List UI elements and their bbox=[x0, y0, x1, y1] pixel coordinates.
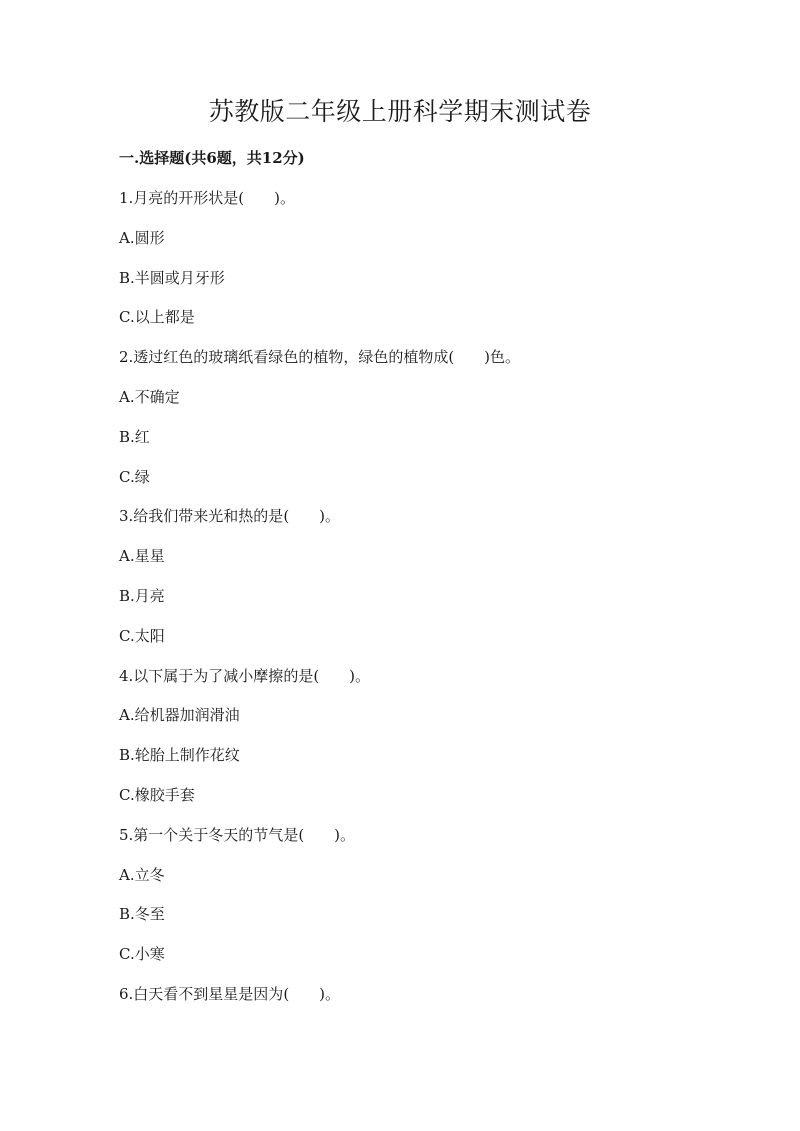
question-4-option-c: C.橡胶手套 bbox=[119, 785, 195, 804]
question-5-option-a: A.立冬 bbox=[119, 865, 165, 884]
question-3-option-c: C.太阳 bbox=[119, 626, 165, 645]
question-2-option-a: A.不确定 bbox=[119, 387, 180, 406]
question-3-stem: 3.给我们带来光和热的是( )。 bbox=[119, 507, 341, 526]
question-1-option-c: C.以上都是 bbox=[119, 308, 195, 327]
question-1-option-a: A.圆形 bbox=[119, 228, 165, 247]
question-5-stem: 5.第一个关于冬天的节气是( )。 bbox=[119, 825, 356, 844]
question-2-stem: 2.透过红色的玻璃纸看绿色的植物，绿色的植物成( )色。 bbox=[119, 348, 521, 367]
question-5-option-c: C.小寒 bbox=[119, 945, 165, 964]
question-2-option-b: B.红 bbox=[119, 427, 150, 446]
page-title: 苏教版二年级上册科学期末测试卷 bbox=[208, 97, 592, 126]
question-1-option-b: B.半圆或月牙形 bbox=[119, 268, 225, 287]
question-2-option-c: C.绿 bbox=[119, 467, 150, 486]
section-heading: 一.选择题(共6题，共12分) bbox=[119, 149, 305, 167]
question-3-option-a: A.星星 bbox=[119, 547, 165, 566]
question-6-stem: 6.白天看不到星星是因为( )。 bbox=[119, 984, 341, 1003]
question-list bbox=[119, 187, 719, 1023]
question-1-stem: 1.月亮的开形状是( )。 bbox=[119, 189, 296, 207]
question-4-option-b: B.轮胎上制作花纹 bbox=[119, 746, 240, 765]
question-5-option-b: B.冬至 bbox=[119, 905, 165, 924]
question-3-option-b: B.月亮 bbox=[119, 586, 165, 605]
question-4-option-a: A.给机器加润滑油 bbox=[119, 706, 240, 725]
question-4-stem: 4.以下属于为了减小摩擦的是( )。 bbox=[119, 666, 371, 685]
